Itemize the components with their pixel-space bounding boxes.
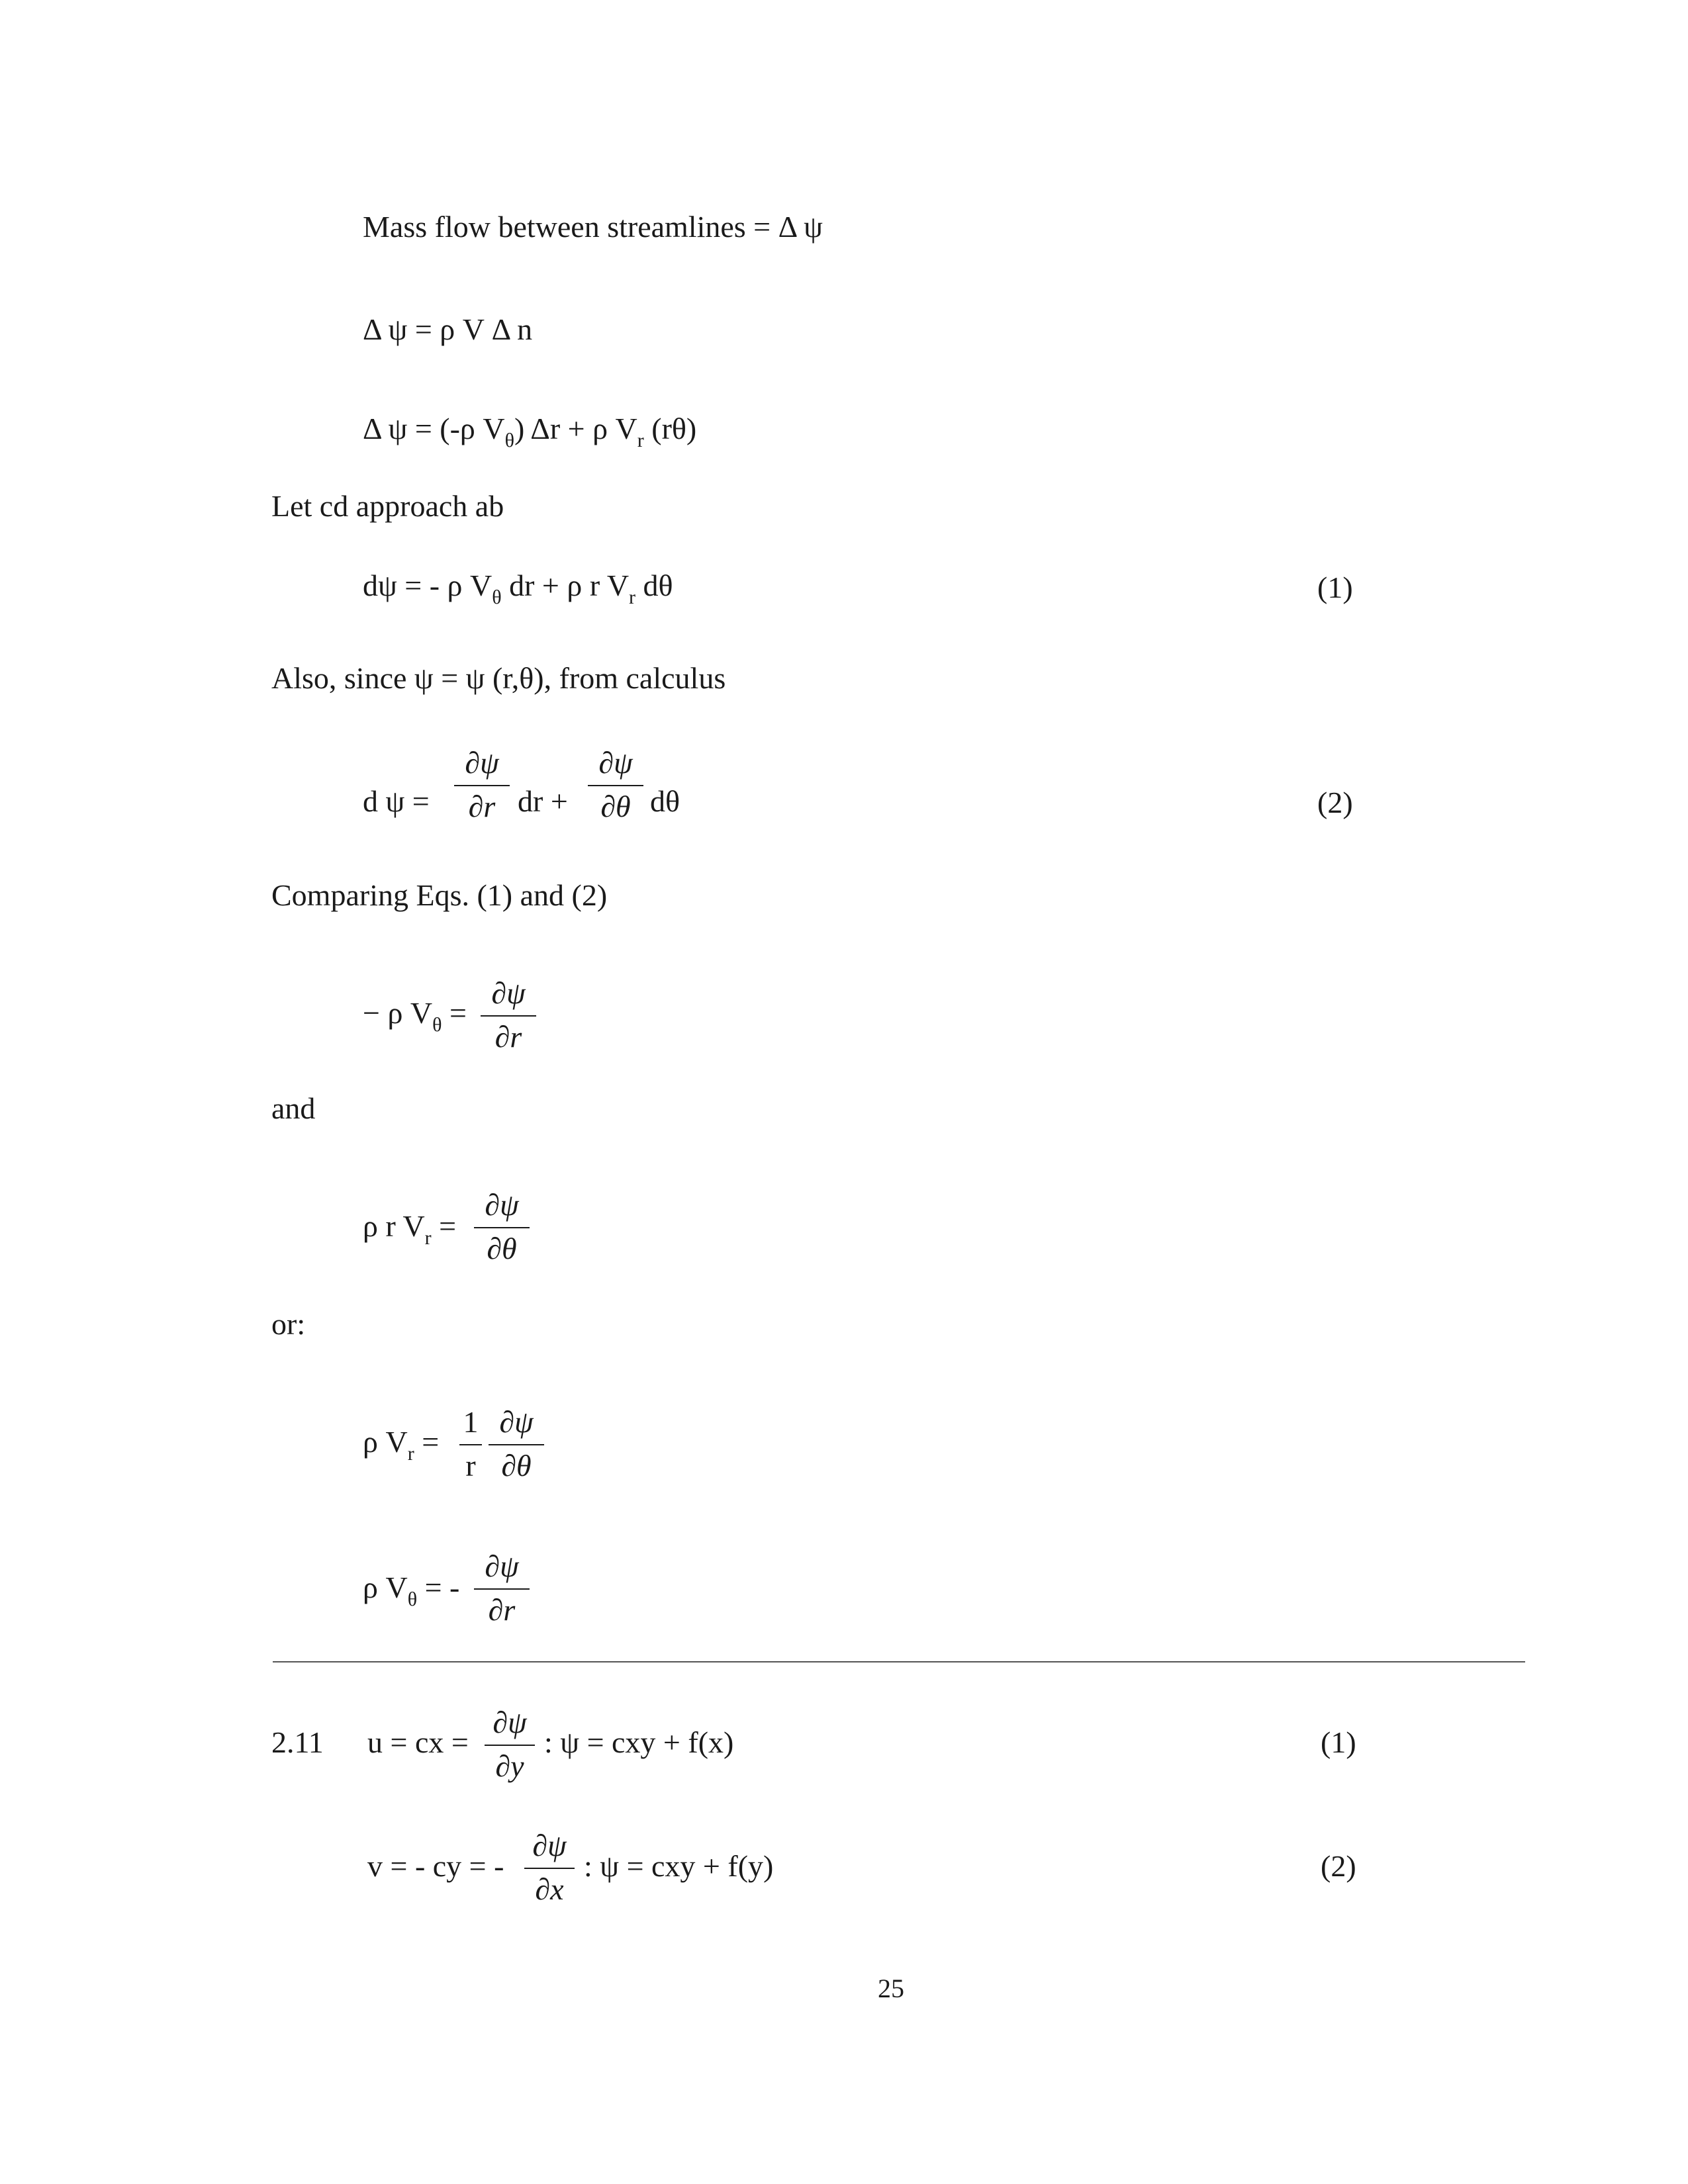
- fraction-dpsi-dx: [524, 1831, 575, 1905]
- eq-d-post: =: [431, 1209, 457, 1243]
- eq-b-sub1: θ: [504, 430, 514, 451]
- eq-c-post: =: [442, 996, 467, 1030]
- frac-num: ∂ψ: [485, 1549, 519, 1583]
- eq1-sub1: θ: [492, 586, 502, 608]
- or-text: or:: [271, 1307, 306, 1341]
- eq-e-lhs: [363, 1425, 440, 1465]
- fraction-bar: [524, 1868, 575, 1869]
- eq-f-pre: ρ V: [363, 1570, 408, 1604]
- fraction-bar: [474, 1588, 530, 1590]
- problem-2-11-label: 2.11: [271, 1725, 324, 1759]
- eq-d-lhs: [363, 1209, 457, 1249]
- eq2-dr: dr +: [518, 784, 568, 818]
- comparing-text: Comparing Eqs. (1) and (2): [271, 878, 608, 912]
- eq-b-post: (rθ): [643, 412, 697, 445]
- frac-den: r: [465, 1449, 476, 1482]
- eq-f-post: = -: [417, 1570, 460, 1604]
- mass-flow-line: Mass flow between streamlines = Δ ψ: [363, 210, 823, 244]
- frac-num: 1: [463, 1405, 479, 1439]
- eq-d-pre: ρ r V: [363, 1209, 425, 1243]
- fraction-bar: [489, 1444, 544, 1445]
- fraction-bar: [481, 1015, 536, 1017]
- and-text: and: [271, 1091, 316, 1125]
- fraction-bar: [459, 1444, 482, 1445]
- eq-f-sub: θ: [407, 1588, 418, 1610]
- p211-eq2-number: (2): [1321, 1849, 1356, 1883]
- eq2-dtheta: dθ: [650, 784, 680, 818]
- equation-1: [363, 569, 673, 608]
- fraction-dpsi-dr-2: [481, 978, 536, 1052]
- fraction-bar: [474, 1227, 530, 1228]
- also-since-text: Also, since ψ = ψ (r,θ), from calculus: [271, 661, 726, 695]
- eq-c-sub: θ: [432, 1014, 442, 1036]
- fraction-bar: [454, 785, 510, 786]
- fraction-bar: [485, 1745, 535, 1746]
- eq-b-sub2: r: [637, 430, 644, 451]
- eq1-post: dθ: [635, 569, 673, 602]
- eq-f-lhs: [363, 1570, 460, 1610]
- fraction-bar: [588, 785, 643, 786]
- frac-den: ∂r: [468, 790, 496, 823]
- frac-num: ∂ψ: [465, 746, 499, 780]
- p211-eq1-lhs: u = cx =: [367, 1725, 469, 1759]
- equation-delta-psi-b: [363, 412, 697, 451]
- eq-b-pre: Δ ψ = (-ρ V: [363, 412, 505, 445]
- fraction-dpsi-dr-3: [474, 1551, 530, 1625]
- frac-num: ∂ψ: [492, 1706, 527, 1739]
- frac-num: ∂ψ: [485, 1188, 519, 1222]
- eq-e-sub: r: [407, 1443, 414, 1465]
- equation-delta-psi-a: Δ ψ = ρ V Δ n: [363, 312, 533, 346]
- equation-1-number: (1): [1317, 570, 1353, 604]
- eq-d-sub: r: [424, 1227, 432, 1249]
- eq1-mid: dr + ρ r V: [501, 569, 630, 602]
- page-number: 25: [878, 1974, 904, 2003]
- p211-eq2-lhs: v = - cy = -: [367, 1849, 504, 1883]
- equation-2-number: (2): [1317, 786, 1353, 819]
- frac-num: ∂ψ: [598, 746, 633, 780]
- fraction-dpsi-dtheta-3: [489, 1407, 544, 1481]
- eq-e-post: =: [414, 1425, 440, 1459]
- frac-num: ∂ψ: [499, 1405, 534, 1439]
- fraction-dpsi-dr-1: [454, 748, 510, 822]
- frac-den: ∂x: [535, 1872, 564, 1906]
- fraction-dpsi-dy: [485, 1707, 535, 1782]
- eq2-lhs: d ψ =: [363, 784, 430, 818]
- eq-e-pre: ρ V: [363, 1425, 408, 1459]
- section-divider: [273, 1661, 1525, 1662]
- let-cd-text: Let cd approach ab: [271, 489, 504, 523]
- fraction-dpsi-dtheta-1: [588, 748, 643, 822]
- frac-den: ∂r: [488, 1593, 516, 1627]
- eq-b-mid: ) Δr + ρ V: [514, 412, 637, 445]
- eq-c-lhs: [363, 996, 467, 1036]
- frac-den: ∂θ: [487, 1232, 517, 1265]
- p211-eq1-rhs: : ψ = cxy + f(x): [544, 1725, 734, 1759]
- frac-den: ∂θ: [600, 790, 631, 823]
- eq1-pre: dψ = - ρ V: [363, 569, 492, 602]
- fraction-dpsi-dtheta-2: [474, 1190, 530, 1264]
- fraction-one-over-r: [459, 1407, 482, 1481]
- frac-den: ∂θ: [501, 1449, 532, 1482]
- frac-den: ∂r: [494, 1020, 522, 1054]
- eq1-sub2: r: [629, 586, 636, 608]
- p211-eq2-rhs: : ψ = cxy + f(y): [584, 1849, 774, 1883]
- frac-num: ∂ψ: [532, 1829, 567, 1862]
- frac-num: ∂ψ: [491, 976, 526, 1010]
- eq-c-pre: − ρ V: [363, 996, 433, 1030]
- p211-eq1-number: (1): [1321, 1725, 1356, 1759]
- frac-den: ∂y: [495, 1749, 524, 1783]
